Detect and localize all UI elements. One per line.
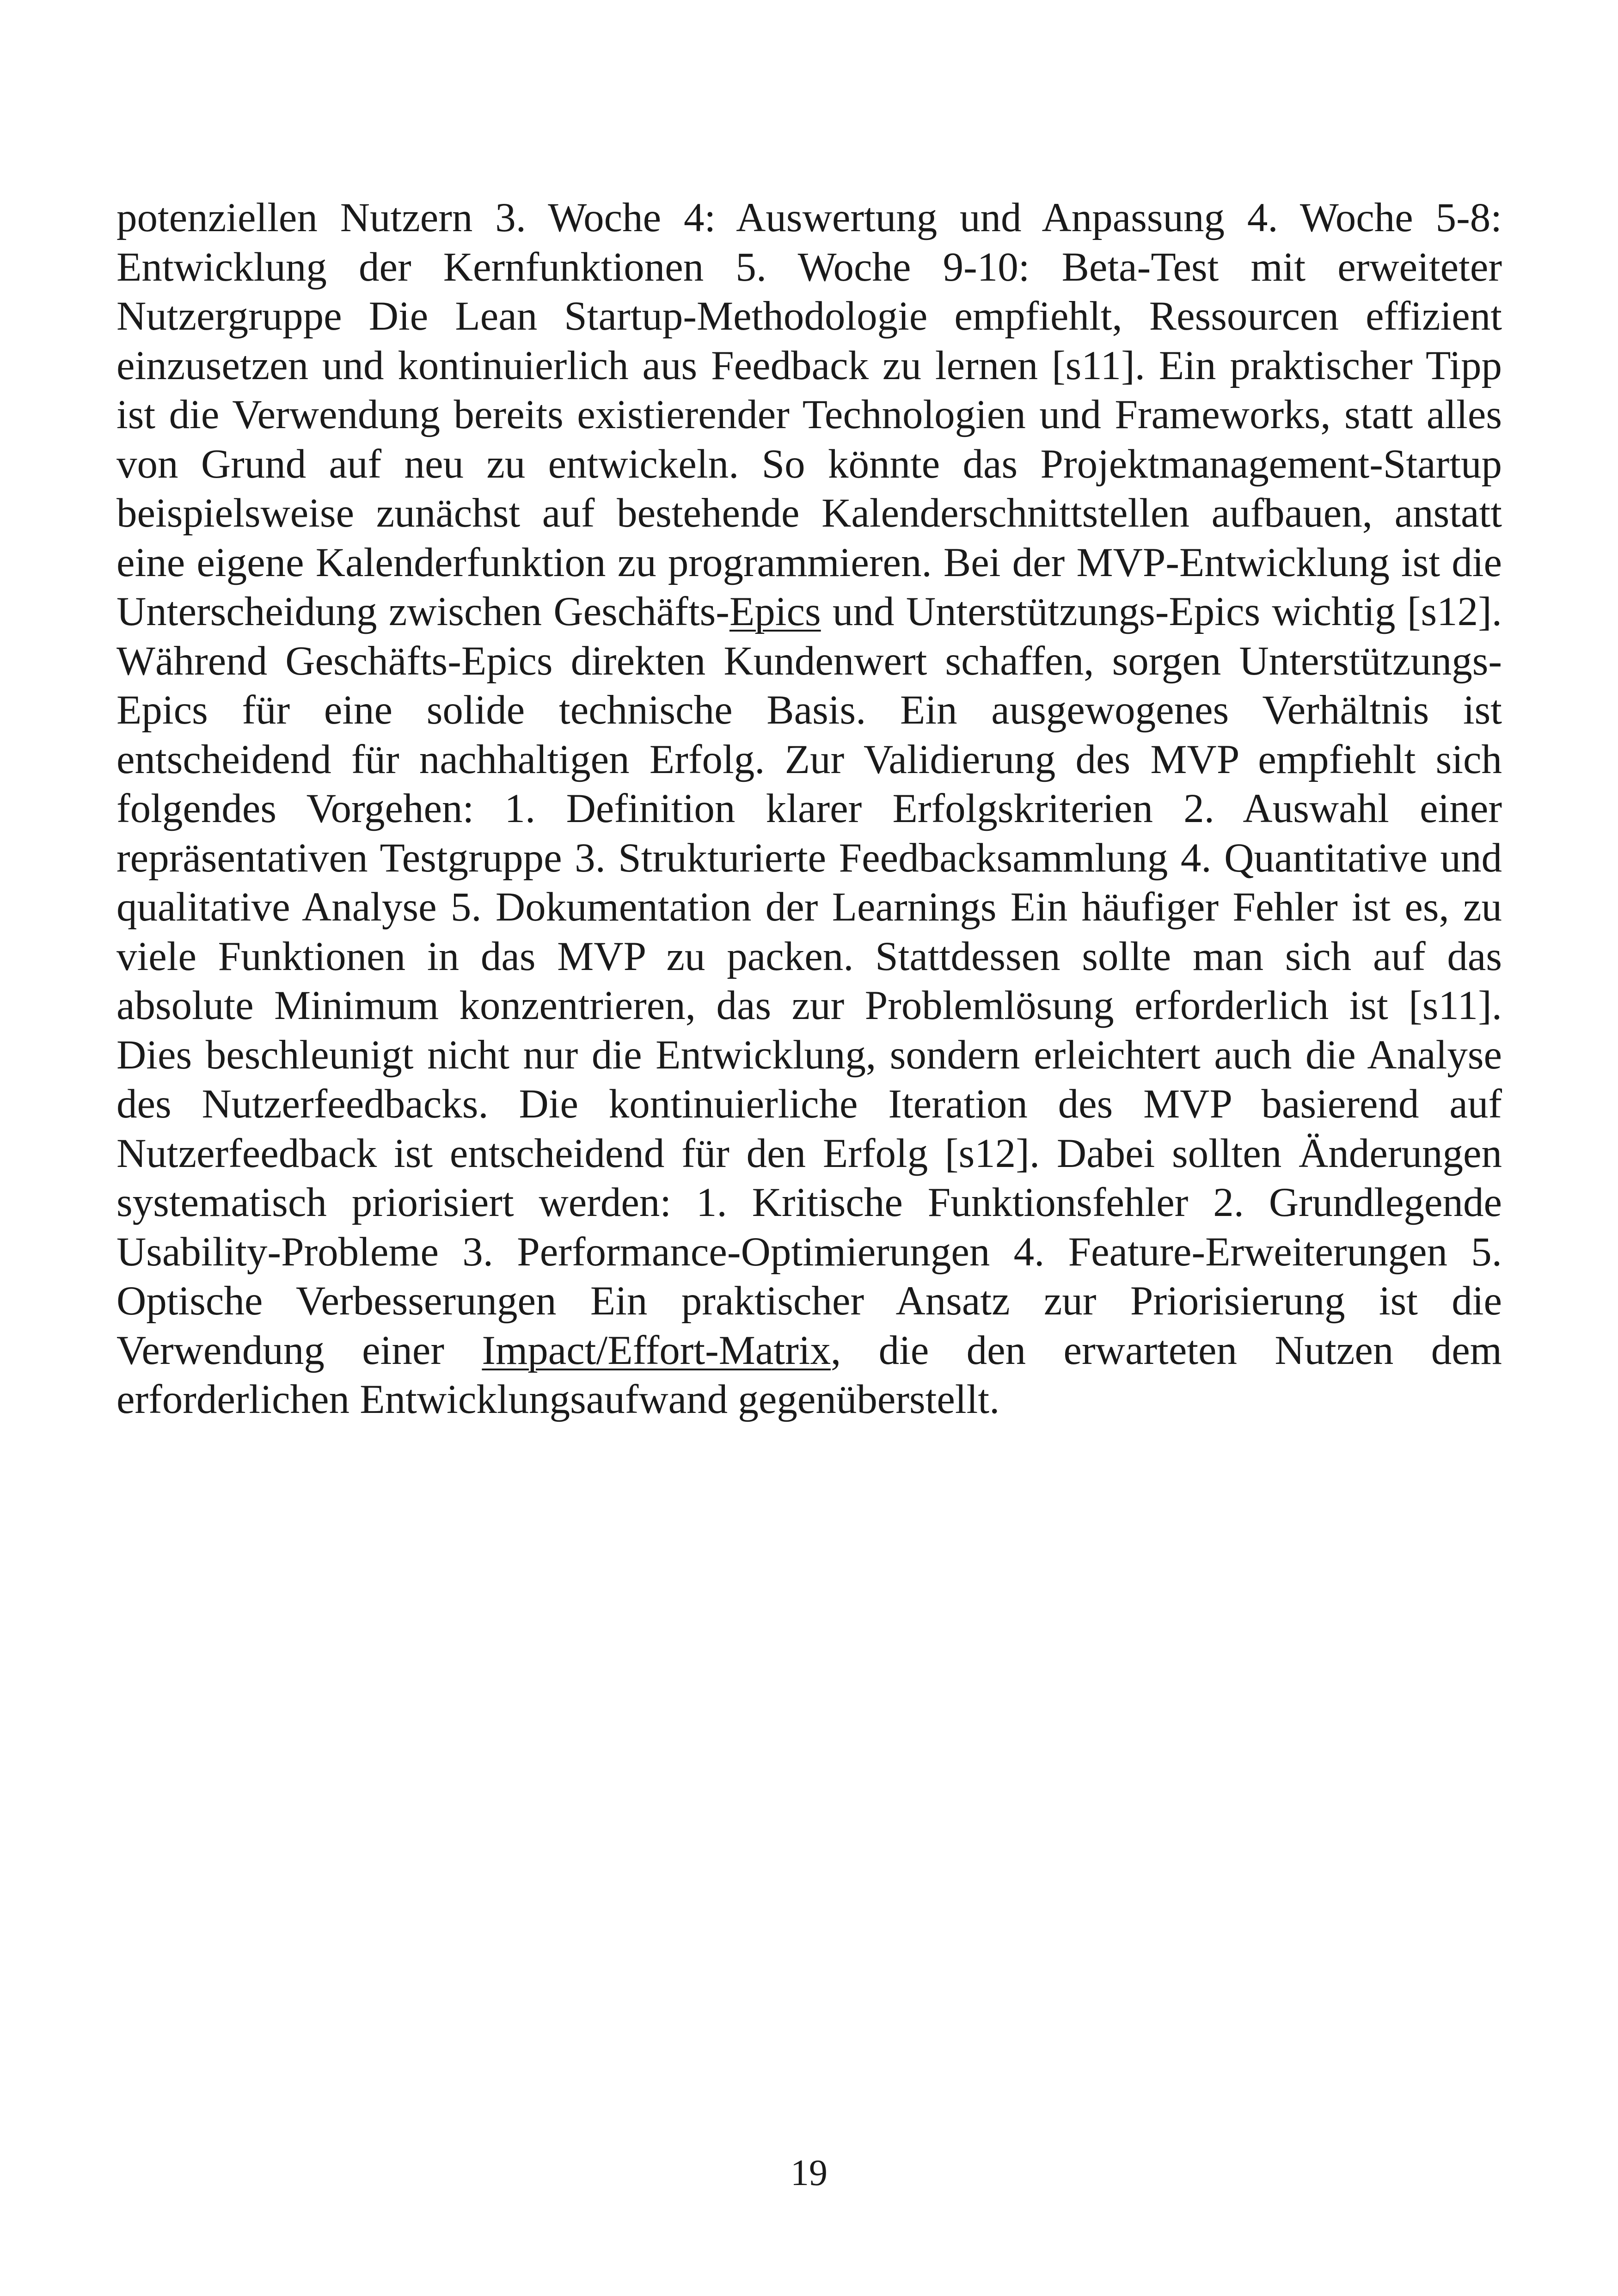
- text-segment: , die den erwarteten Nutzen dem erforderlichen Entwicklungsaufwand gegenüberstellt.: [116, 1327, 1502, 1422]
- text-segment: und Unterstützungs-Epics wichtig [s12]. Während Geschäfts-Epics direkten Kundenwert schaffen, sorgen Unterstützungs-Epics für eine solide technische Basis. Ein ausgewogenes Verhältnis ist entscheidend für nachhaltigen Erfolg. Zur Validierung des MVP empfiehlt sich folgendes Vorgehen: 1. Definition klarer Erfolgskriterien 2. Auswahl einer repräsentativen Testgruppe 3. Strukturierte Feedbacksammlung 4. Quantitative und qualitative Analyse 5. Dokumentation der Learnings Ein häufiger Fehler ist es, zu viele Funktionen in das MVP zu packen. Stattdessen sollte man sich auf das absolute Minimum konzentrieren, das zur Problemlösung erforderlich ist [s11]. Dies beschleunigt nicht nur die Entwicklung, sondern erleichtert auch die Analyse des Nutzerfeedbacks. Die kontinuierliche Iteration des MVP basierend auf Nutzerfeedback ist entscheidend für den Erfolg [s12]. Dabei sollten Änderungen systematisch priorisiert werden: 1. Kritische Funktionsfehler 2. Grundlegende Usability-Probleme 3. Performance-Optimierungen 4. Feature-Erweiterungen 5. Optische Verbesserungen Ein praktischer Ansatz zur Priorisierung ist die Verwendung einer: [116, 589, 1502, 1373]
- page-number: 19: [791, 2153, 827, 2193]
- impact-effort-matrix-link[interactable]: Impact/Effort-Matrix: [482, 1327, 831, 1373]
- epics-link[interactable]: Epics: [729, 589, 821, 634]
- text-segment: potenziellen Nutzern 3. Woche 4: Auswertung und Anpassung 4. Woche 5-8: Entwicklung der Kernfunktionen 5. Woche 9-10: Beta-Test mit erweiteter Nutzergruppe Die Lean Startup-Methodologie empfiehlt, Ressourcen effizient einzusetzen und kontinuierlich aus Feedback zu lernen [s11]. Ein praktischer Tipp ist die Verwendung bereits existierender Technologien und Frameworks, statt alles von Grund auf neu zu entwickeln. So könnte das Projektmanagement-Startup beispielsweise zunächst auf bestehende Kalenderschnittstellen aufbauen, anstatt eine eigene Kalenderfunktion zu programmieren. Bei der MVP-Entwicklung ist die Unterscheidung zwischen Geschäfts-: [116, 195, 1502, 634]
- body-paragraph: [116, 193, 1502, 1424]
